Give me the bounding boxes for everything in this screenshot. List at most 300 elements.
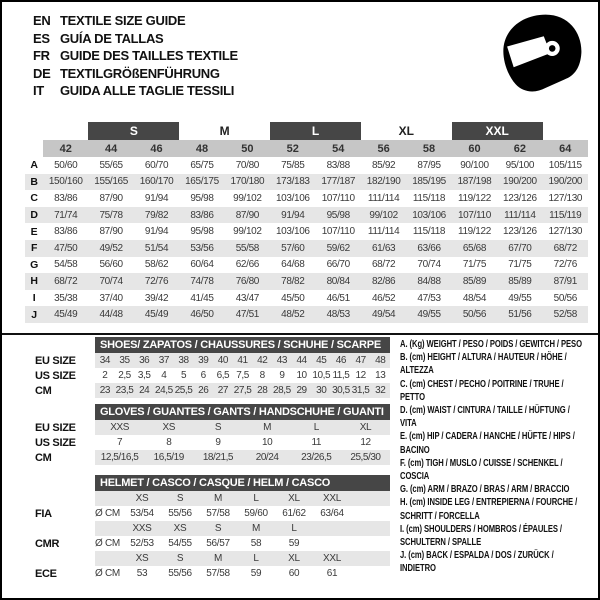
value-cell: 53/54 <box>130 508 154 519</box>
measurement-value: 105/115 <box>548 159 582 171</box>
measurement-value: 119/122 <box>457 192 491 204</box>
measurement-value: 87/90 <box>99 192 123 204</box>
table-title-bar <box>95 475 390 491</box>
value-cell: 16,5/19 <box>153 452 184 463</box>
row-label-spacer <box>35 551 95 566</box>
filler <box>351 566 390 581</box>
measurement-value: 75/85 <box>281 159 305 171</box>
measurement-value: 71/75 <box>462 259 487 271</box>
legend-entry: C. (cm) CHEST / PECHO / POITRINE / TRUHE / PETTO <box>400 378 564 403</box>
size-column-header-row <box>25 140 588 157</box>
measurement-value: 51/56 <box>508 309 532 321</box>
measurement-value: 63/66 <box>417 242 441 254</box>
value-cell: 9 <box>279 370 285 381</box>
accessory-tables <box>35 337 390 581</box>
size-label: M <box>213 493 223 504</box>
value-cell: 61 <box>326 568 338 579</box>
row-label-spacer <box>35 491 95 506</box>
size-label: XXS <box>132 523 152 534</box>
measurement-value: 90/100 <box>460 159 489 171</box>
size-column-header: 46 <box>134 140 179 157</box>
unit-spacer <box>95 521 123 536</box>
measurement-value: 61/63 <box>371 242 396 254</box>
measurement-value: 182/190 <box>366 176 401 188</box>
helmet-size-label-row <box>35 491 390 506</box>
filler <box>351 551 390 566</box>
measurement-value: 78/82 <box>281 275 305 287</box>
measurement-row-label: J <box>31 308 37 321</box>
measurement-value: 95/98 <box>326 209 350 221</box>
measurement-row <box>25 207 588 224</box>
value-cell: 37 <box>158 355 169 366</box>
guide-title: TEXTILE SIZE GUIDE <box>60 13 186 29</box>
measurement-value: 65/68 <box>462 242 487 254</box>
value-cell: 23/26,5 <box>301 452 332 463</box>
value-cell: 26 <box>198 385 209 396</box>
measurement-value: 71/74 <box>54 209 78 221</box>
size-group-label: L <box>270 122 361 140</box>
value-cell: 6 <box>200 370 206 381</box>
measurement-row-label: G <box>30 258 38 271</box>
measurement-row <box>25 290 588 307</box>
measurement-value: 95/100 <box>505 159 535 171</box>
language-list <box>33 12 238 100</box>
filler <box>351 521 390 536</box>
size-group-row <box>25 122 588 140</box>
guide-title: GUIDA ALLE TAGLIE TESSILI <box>60 83 235 99</box>
value-cell: 13 <box>375 370 386 381</box>
size-column-header: 52 <box>270 140 315 157</box>
value-cell: 57/58 <box>206 568 230 579</box>
value-cell: 7,5 <box>236 370 249 381</box>
value-cell: 28 <box>257 385 268 396</box>
measurement-row-label: H <box>30 275 38 288</box>
measurement-value: 49/55 <box>508 292 532 304</box>
value-cell: S <box>214 422 222 433</box>
value-cell: 47 <box>355 355 366 366</box>
measurement-value: 67/70 <box>508 242 532 254</box>
table-row <box>35 435 390 450</box>
measurement-value: 107/110 <box>321 192 355 204</box>
value-cell: 32 <box>375 385 386 396</box>
measurement-row <box>25 174 588 191</box>
language-row <box>33 47 238 65</box>
measurement-value: 46/50 <box>190 309 214 321</box>
measurement-value: 47/53 <box>417 292 441 304</box>
gloves-size-table <box>35 404 390 465</box>
language-code: IT <box>33 83 44 99</box>
value-cell: 24 <box>139 385 150 396</box>
size-label: L <box>253 493 259 504</box>
value-cell <box>313 536 351 551</box>
size-label: L <box>291 523 297 534</box>
row-values <box>95 450 390 465</box>
measurement-value: 70/74 <box>99 275 123 287</box>
measurement-value: 48/53 <box>326 309 350 321</box>
measurement-value: 47/51 <box>235 309 259 321</box>
row-label: US SIZE <box>35 436 76 449</box>
measurement-value: 52/58 <box>553 309 577 321</box>
language-code: DE <box>33 65 51 81</box>
measurement-value: 160/170 <box>139 176 174 188</box>
legend-entry: J. (cm) BACK / ESPALDA / DOS / ZURÜCK / INDIETRO <box>400 550 554 575</box>
value-cell: 38 <box>178 355 189 366</box>
table-row <box>35 353 390 368</box>
measurement-value: 170/180 <box>230 176 265 188</box>
measurement-value: 79/82 <box>144 209 169 221</box>
row-label: EU SIZE <box>35 421 76 434</box>
racing-helmet-icon <box>493 8 587 102</box>
unit-spacer <box>95 551 123 566</box>
row-label-spacer <box>35 337 95 353</box>
row-values <box>95 435 390 450</box>
measurement-row-label: C <box>30 192 38 205</box>
size-column-header: 44 <box>88 140 133 157</box>
value-cell: 20/24 <box>255 452 279 463</box>
value-cell: 61/62 <box>282 508 306 519</box>
measurement-value: 74/78 <box>190 275 214 287</box>
row-values <box>95 536 390 551</box>
value-cell: 55/56 <box>168 568 192 579</box>
measurement-value: 119/122 <box>457 226 491 238</box>
measurement-value: 165/175 <box>185 176 219 188</box>
measurement-value: 64/68 <box>281 259 305 271</box>
measurement-value: 48/54 <box>462 292 487 304</box>
measurement-value: 49/55 <box>417 309 441 321</box>
size-group-label: S <box>88 122 179 140</box>
measurement-value: 49/52 <box>99 242 123 254</box>
filler <box>351 536 390 551</box>
textile-size-table <box>25 122 588 323</box>
measurement-value: 70/80 <box>235 159 259 171</box>
value-cell: 10 <box>296 370 307 381</box>
measurement-value: 80/84 <box>326 275 350 287</box>
value-cell: 43 <box>276 355 287 366</box>
size-group-spacer <box>25 122 88 140</box>
unit-spacer <box>95 491 123 506</box>
measurement-value: 48/52 <box>281 309 305 321</box>
measurement-value: 58/62 <box>144 259 169 271</box>
measurement-value: 68/72 <box>54 275 78 287</box>
measurement-value: 54/58 <box>54 259 78 271</box>
measurement-value: 72/76 <box>144 275 169 287</box>
value-cell: 60 <box>288 568 300 579</box>
row-label-spacer <box>35 404 95 420</box>
measurement-value: 46/52 <box>371 292 396 304</box>
measurement-value: 103/106 <box>412 209 446 221</box>
size-column-header: 60 <box>452 140 497 157</box>
measurement-value: 56/60 <box>99 259 123 271</box>
measurement-value: 76/80 <box>235 275 259 287</box>
measurement-value: 185/195 <box>412 176 446 188</box>
measurement-value: 127/130 <box>548 226 583 238</box>
measurement-value: 187/198 <box>457 176 492 188</box>
value-cell: 25,5 <box>174 385 193 396</box>
value-cell: 56/57 <box>206 538 230 549</box>
size-column-header: 58 <box>406 140 451 157</box>
row-label: US SIZE <box>35 369 76 382</box>
measurement-value: 99/102 <box>233 192 262 204</box>
size-label: XS <box>135 493 149 504</box>
measurement-value: 91/94 <box>144 226 169 238</box>
measurement-value: 57/60 <box>281 242 305 254</box>
value-cell: 25,5/30 <box>350 452 381 463</box>
size-group-label: XXL <box>452 122 543 140</box>
size-label: XXL <box>322 493 341 504</box>
measurement-row <box>25 157 588 174</box>
measurement-value: 190/200 <box>503 176 537 188</box>
measurement-value: 150/160 <box>48 176 83 188</box>
size-label: XS <box>173 523 187 534</box>
measurement-value: 103/106 <box>275 226 310 238</box>
value-cell: 46 <box>335 355 347 366</box>
size-column-header: 62 <box>497 140 542 157</box>
value-cell: 39 <box>198 355 209 366</box>
measurement-value: 155/165 <box>94 176 128 188</box>
value-cell: 28,5 <box>273 385 291 396</box>
diameter-unit: Ø CM <box>95 508 120 519</box>
measurement-value: 111/114 <box>504 209 536 221</box>
table-header-row <box>35 337 390 353</box>
value-cell: 29 <box>296 385 307 396</box>
measurement-value: 59/62 <box>326 242 350 254</box>
value-cell: 3,5 <box>137 370 151 381</box>
value-cell: 2 <box>102 370 108 381</box>
size-column-header: 50 <box>225 140 270 157</box>
measurement-value: 49/54 <box>371 309 396 321</box>
measurement-row-label: D <box>30 209 38 222</box>
value-cell: 55/56 <box>168 508 192 519</box>
measurement-row-label: B <box>30 175 38 188</box>
language-row <box>33 12 238 30</box>
language-row <box>33 65 238 83</box>
table-title: GLOVES / GUANTES / GANTS / HANDSCHUHE / GUANTI <box>100 406 384 418</box>
standard-label: CMR <box>35 537 60 550</box>
helmet-size-table <box>35 475 390 581</box>
measurement-value: 85/89 <box>508 275 532 287</box>
legend-entry: G. (cm) ARM / BRAZO / BRAS / ARM / BRACCIO <box>400 484 570 496</box>
measurement-row <box>25 190 588 207</box>
value-cell: 54/55 <box>168 538 192 549</box>
value-cell: 18/21,5 <box>202 452 234 463</box>
legend-entry: A. (Kg) WEIGHT / PESO / POIDS / GEWITCH / PESO <box>400 339 582 350</box>
value-cell: 27 <box>217 385 228 396</box>
measurement-row-label: A <box>30 159 38 172</box>
measurement-value: 127/130 <box>548 192 583 204</box>
measurement-value: 83/86 <box>54 192 78 204</box>
measurement-row <box>25 257 588 274</box>
size-label <box>313 521 351 536</box>
measurement-value: 87/91 <box>553 275 577 287</box>
measurement-value: 65/75 <box>190 159 214 171</box>
diameter-unit: Ø CM <box>95 538 120 549</box>
measurement-value: 70/74 <box>417 259 441 271</box>
value-cell: 40 <box>217 355 228 366</box>
column-header-spacer <box>25 140 43 157</box>
table-title-bar <box>95 337 390 353</box>
measurement-row <box>25 273 588 290</box>
row-values <box>95 420 390 435</box>
measurement-value: 123/126 <box>503 192 537 204</box>
measurement-value: 50/56 <box>462 309 487 321</box>
measurement-row-label: F <box>30 242 38 255</box>
measurement-value: 83/86 <box>190 209 214 221</box>
measurement-value: 37/40 <box>99 292 123 304</box>
filler <box>351 506 390 521</box>
table-row <box>35 420 390 435</box>
value-cell: 12 <box>360 437 371 448</box>
value-cell: 63/64 <box>320 508 344 519</box>
value-cell: XL <box>359 422 372 433</box>
measurement-value: 43/47 <box>235 292 259 304</box>
measurement-value: 68/72 <box>371 259 396 271</box>
row-values <box>95 566 390 581</box>
size-labels <box>95 491 390 506</box>
value-cell: 7 <box>117 437 123 448</box>
value-cell: 59 <box>250 568 262 579</box>
value-cell: 10 <box>261 437 273 448</box>
value-cell: 48 <box>375 355 386 366</box>
value-cell: 52/53 <box>130 538 154 549</box>
size-label: S <box>176 493 184 504</box>
measurement-value: 66/70 <box>326 259 350 271</box>
value-cell: 11,5 <box>332 370 350 381</box>
legend-entry: F. (cm) TIGH / MUSLO / CUISSE / SCHENKEL / COSCIA <box>400 457 563 483</box>
value-cell: 24,5 <box>155 385 173 396</box>
value-cell: 57/58 <box>206 508 230 519</box>
size-label: XL <box>288 553 300 564</box>
value-cell: 31,5 <box>351 385 370 396</box>
measurement-value: 60/70 <box>144 159 169 171</box>
value-cell: 58 <box>250 538 262 549</box>
value-cell: 12,5/16,5 <box>100 452 139 463</box>
value-cell: 44 <box>296 355 307 366</box>
size-column-header: 42 <box>43 140 88 157</box>
measurement-value: 55/65 <box>99 159 123 171</box>
size-label: S <box>176 553 184 564</box>
measurement-value: 82/86 <box>371 275 396 287</box>
row-values <box>95 383 390 398</box>
legend-entry: I. (cm) SHOULDERS / HOMBROS / ÉPAULES / SCHULTERN / SPALLE <box>400 523 562 549</box>
measurement-value: 103/106 <box>275 192 310 204</box>
size-labels <box>95 521 390 536</box>
helmet-size-label-row <box>35 521 390 536</box>
legend-entry: H. (cm) INSIDE LEG / ENTREPIERNA / FOURCHE / SCHRITT / FORCELLA <box>400 497 578 522</box>
table-row <box>35 450 390 465</box>
size-column-header: 54 <box>316 140 361 157</box>
measurement-value: 72/76 <box>553 259 577 271</box>
table-header-row <box>35 475 390 491</box>
size-group-spacer <box>543 122 588 140</box>
measurement-value: 71/75 <box>508 259 532 271</box>
value-cell: 36 <box>139 355 150 366</box>
measurement-value: 50/60 <box>54 159 78 171</box>
measurement-value: 91/94 <box>281 209 305 221</box>
size-column-header: 64 <box>543 140 588 157</box>
value-cell: 53 <box>136 568 148 579</box>
measurement-value: 173/183 <box>275 176 310 188</box>
table-title: SHOES/ ZAPATOS / CHAUSSURES / SCHUHE / SCARPE <box>100 339 381 351</box>
measurement-value: 35/38 <box>54 292 78 304</box>
measurement-value: 44/48 <box>99 309 123 321</box>
measurement-legend <box>400 338 587 576</box>
measurement-value: 87/95 <box>417 159 441 171</box>
measurement-value: 60/64 <box>190 259 214 271</box>
size-group-label: XL <box>398 124 414 138</box>
value-cell: 59/60 <box>244 508 268 519</box>
row-values <box>95 368 390 383</box>
measurement-value: 50/56 <box>553 292 577 304</box>
helmet-value-row <box>35 566 390 581</box>
value-cell: 4 <box>161 370 167 381</box>
measurement-value: 111/114 <box>367 226 400 238</box>
measurement-value: 84/88 <box>417 275 441 287</box>
helmet-value-row <box>35 536 390 551</box>
measurement-value: 47/50 <box>54 242 78 254</box>
measurement-value: 83/86 <box>54 226 78 238</box>
diameter-unit: Ø CM <box>95 568 120 579</box>
shoes-size-table <box>35 337 390 398</box>
measurement-value: 115/119 <box>549 209 582 221</box>
measurement-value: 95/98 <box>190 192 214 204</box>
helmet-size-label-row <box>35 551 390 566</box>
value-cell: L <box>313 422 319 433</box>
measurement-value: 68/72 <box>553 242 577 254</box>
size-label: M <box>251 523 261 534</box>
size-column-header: 56 <box>361 140 406 157</box>
measurement-value: 115/118 <box>412 192 446 204</box>
measurement-value: 87/90 <box>235 209 259 221</box>
size-column-header: 48 <box>179 140 224 157</box>
value-cell: 2,5 <box>118 370 131 381</box>
measurement-value: 85/92 <box>371 159 396 171</box>
filler <box>351 491 390 506</box>
value-cell: 34 <box>99 355 110 366</box>
value-cell: 12 <box>355 370 366 381</box>
row-label-spacer <box>35 521 95 536</box>
measurement-value: 53/56 <box>190 242 214 254</box>
measurement-value: 177/187 <box>321 176 356 188</box>
measurement-value: 99/102 <box>369 209 398 221</box>
language-code: EN <box>33 13 51 29</box>
table-title: HELMET / CASCO / CASQUE / HELM / CASCO <box>100 477 331 489</box>
measurement-value: 45/49 <box>54 309 78 321</box>
measurement-row-label: I <box>32 292 36 305</box>
measurement-value: 46/51 <box>326 292 350 304</box>
standard-label: ECE <box>35 567 57 580</box>
language-row <box>33 82 238 100</box>
value-cell: 8 <box>166 437 172 448</box>
value-cell: XXS <box>110 422 129 433</box>
value-cell: 23 <box>99 385 110 396</box>
measurement-row <box>25 223 588 240</box>
size-label: XXL <box>322 553 341 564</box>
standard-label: FIA <box>35 507 52 520</box>
language-code: FR <box>33 48 50 64</box>
value-cell: 30 <box>316 385 327 396</box>
row-label-spacer <box>35 475 95 491</box>
measurement-value: 115/118 <box>412 226 446 238</box>
size-label: XL <box>288 493 300 504</box>
measurement-value: 45/50 <box>281 292 305 304</box>
size-label: M <box>213 553 223 564</box>
measurement-value: 55/58 <box>235 242 259 254</box>
size-label: S <box>214 523 222 534</box>
row-label: EU SIZE <box>35 354 76 367</box>
guide-title: GUÍA DE TALLAS <box>60 30 164 46</box>
measurement-value: 123/126 <box>503 226 537 238</box>
value-cell: 30,5 <box>332 385 350 396</box>
